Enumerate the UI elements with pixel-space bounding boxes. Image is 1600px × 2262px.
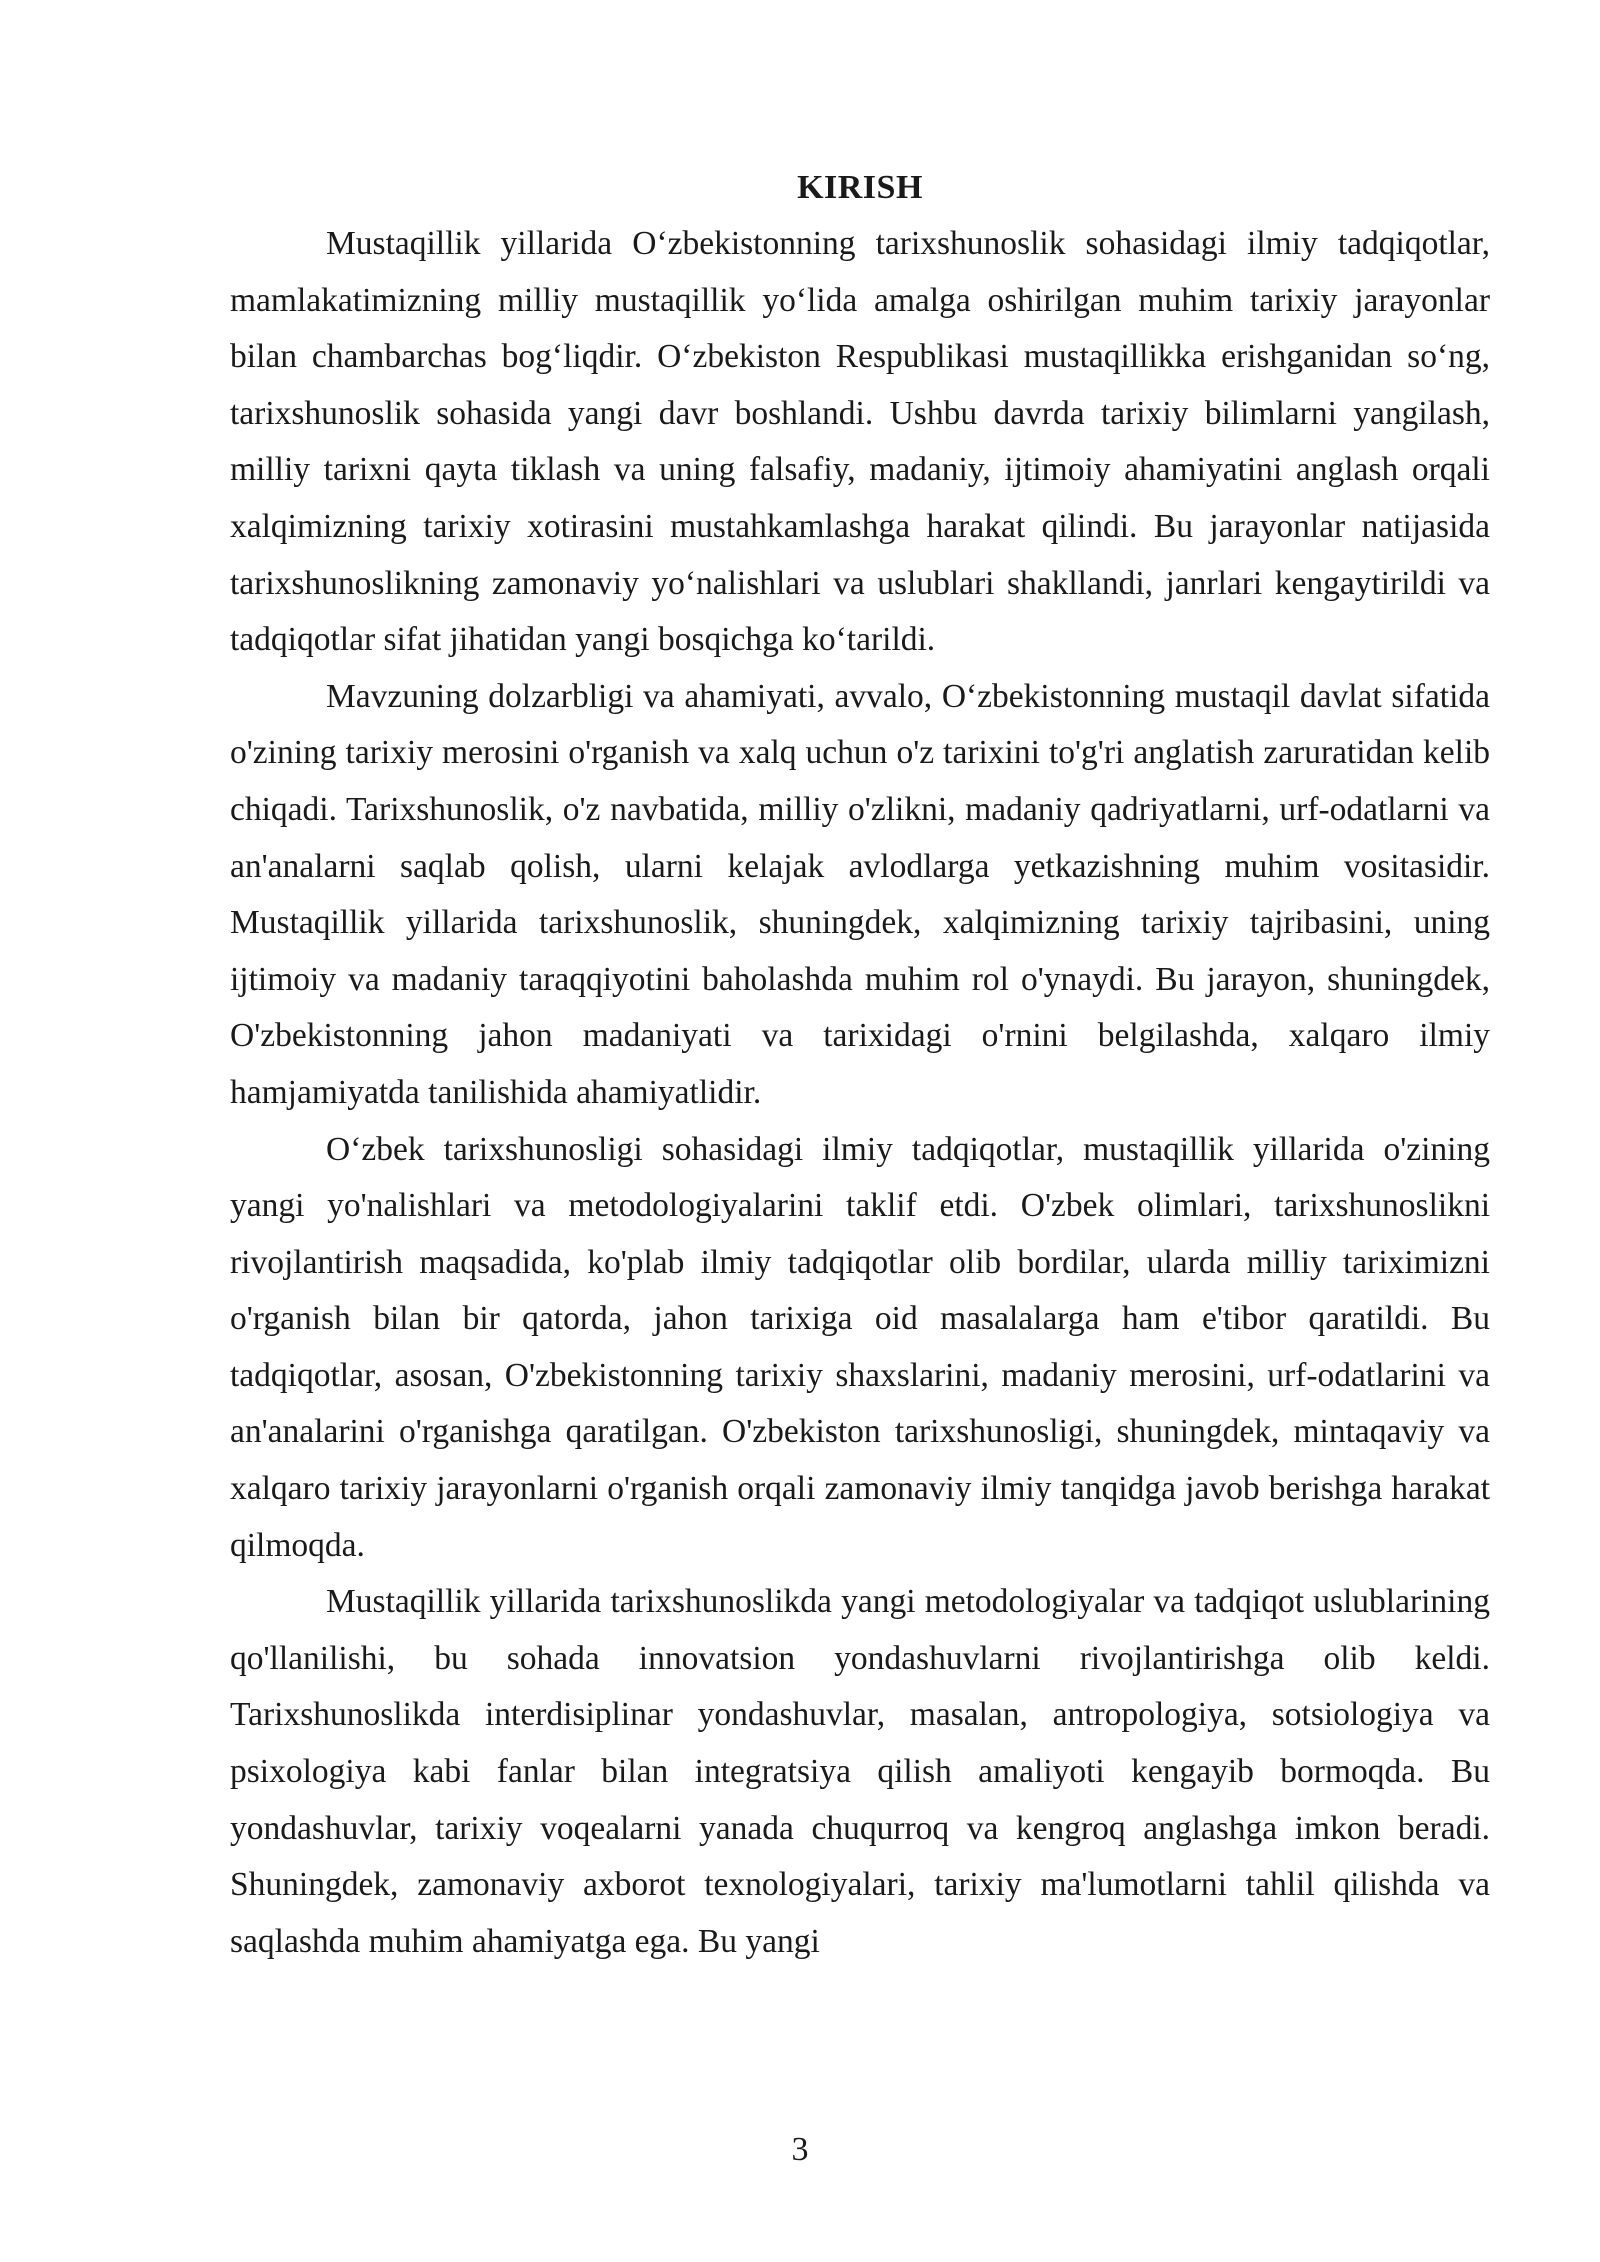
paragraph-4: Mustaqillik yillarida tarixshunoslikda yangi metodologiyalar va tadqiqot uslublarining qo'llanilishi, bu sohada innovatsion yondashuvlarni rivojlantirishga olib keldi. Tarixshunoslikda interdisiplinar yondashuvlar, masalan, antropologiya, sotsiologiya va psixologiya kabi fanlar bilan integratsiya qilish amaliyoti kengayib bormoqda. Bu yondashuvlar, tarixiy voqealarni yanada chuqurroq va kengroq anglashga imkon beradi. Shuningdek, zamonaviy axborot texnologiyalari, tarixiy ma'lumotlarni tahlil qilishda va saqlashda muhim ahamiyatga ega. Bu yangi — [230, 1583, 1490, 1960]
page-content — [230, 160, 1490, 1970]
paragraph-2: Mavzuning dolzarbligi va ahamiyati, avvalo, O‘zbekistonning mustaqil davlat sifatida o'zining tarixiy merosini o'rganish va xalq uchun o'z tarixini to'g'ri anglatish zaruratidan kelib chiqadi. Tarixshunoslik, o'z navbatida, milliy o'zlikni, madaniy qadriyatlarni, urf-odatlarni va an'analarni saqlab qolish, ularni kelajak avlodlarga yetkazishning muhim vositasidir. Mustaqillik yillarida tarixshunoslik, shuningdek, xalqimizning tarixiy tajribasini, uning ijtimoiy va madaniy taraqqiyotini baholashda muhim rol o'ynaydi. Bu jarayon, shuningdek, O'zbekistonning jahon madaniyati va tarixidagi o'rnini belgilashda, xalqaro ilmiy hamjamiyatda tanilishida ahamiyatlidir. — [230, 677, 1490, 1111]
paragraph-1: Mustaqillik yillarida O‘zbekistonning tarixshunoslik sohasidagi ilmiy tadqiqotlar, mamlakatimizning milliy mustaqillik yo‘lida amalga oshirilgan muhim tarixiy jarayonlar bilan chambarchas bog‘liqdir. O‘zbekiston Respublikasi mustaqillikka erishganidan so‘ng, tarixshunoslik sohasida yangi davr boshlandi. Ushbu davrda tarixiy bilimlarni yangilash, milliy tarixni qayta tiklash va uning falsafiy, madaniy, ijtimoiy ahamiyatini anglash orqali xalqimizning tarixiy xotirasini mustahkamlashga harakat qilindi. Bu jarayonlar natijasida tarixshunoslikning zamonaviy yo‘nalishlari va uslublari shakllandi, janrlari kengaytirildi va tadqiqotlar sifat jihatidan yangi bosqichga ko‘tarildi. — [230, 225, 1490, 659]
section-heading: KIRISH — [797, 169, 923, 206]
page-number: 3 — [791, 2131, 809, 2168]
paragraph-3: O‘zbek tarixshunosligi sohasidagi ilmiy tadqiqotlar, mustaqillik yillarida o'zining yangi yo'nalishlari va metodologiyalarini taklif etdi. O'zbek olimlari, tarixshunoslikni rivojlantirish maqsadida, ko'plab ilmiy tadqiqotlar olib bordilar, ularda milliy tariximizni o'rganish bilan bir qatorda, jahon tarixiga oid masalalarga ham e'tibor qaratildi. Bu tadqiqotlar, asosan, O'zbekistonning tarixiy shaxslarini, madaniy merosini, urf-odatlarini va an'analarini o'rganishga qaratilgan. O'zbekiston tarixshunosligi, shuningdek, mintaqaviy va xalqaro tarixiy jarayonlarni o'rganish orqali zamonaviy ilmiy tanqidga javob berishga harakat qilmoqda. — [230, 1130, 1490, 1564]
